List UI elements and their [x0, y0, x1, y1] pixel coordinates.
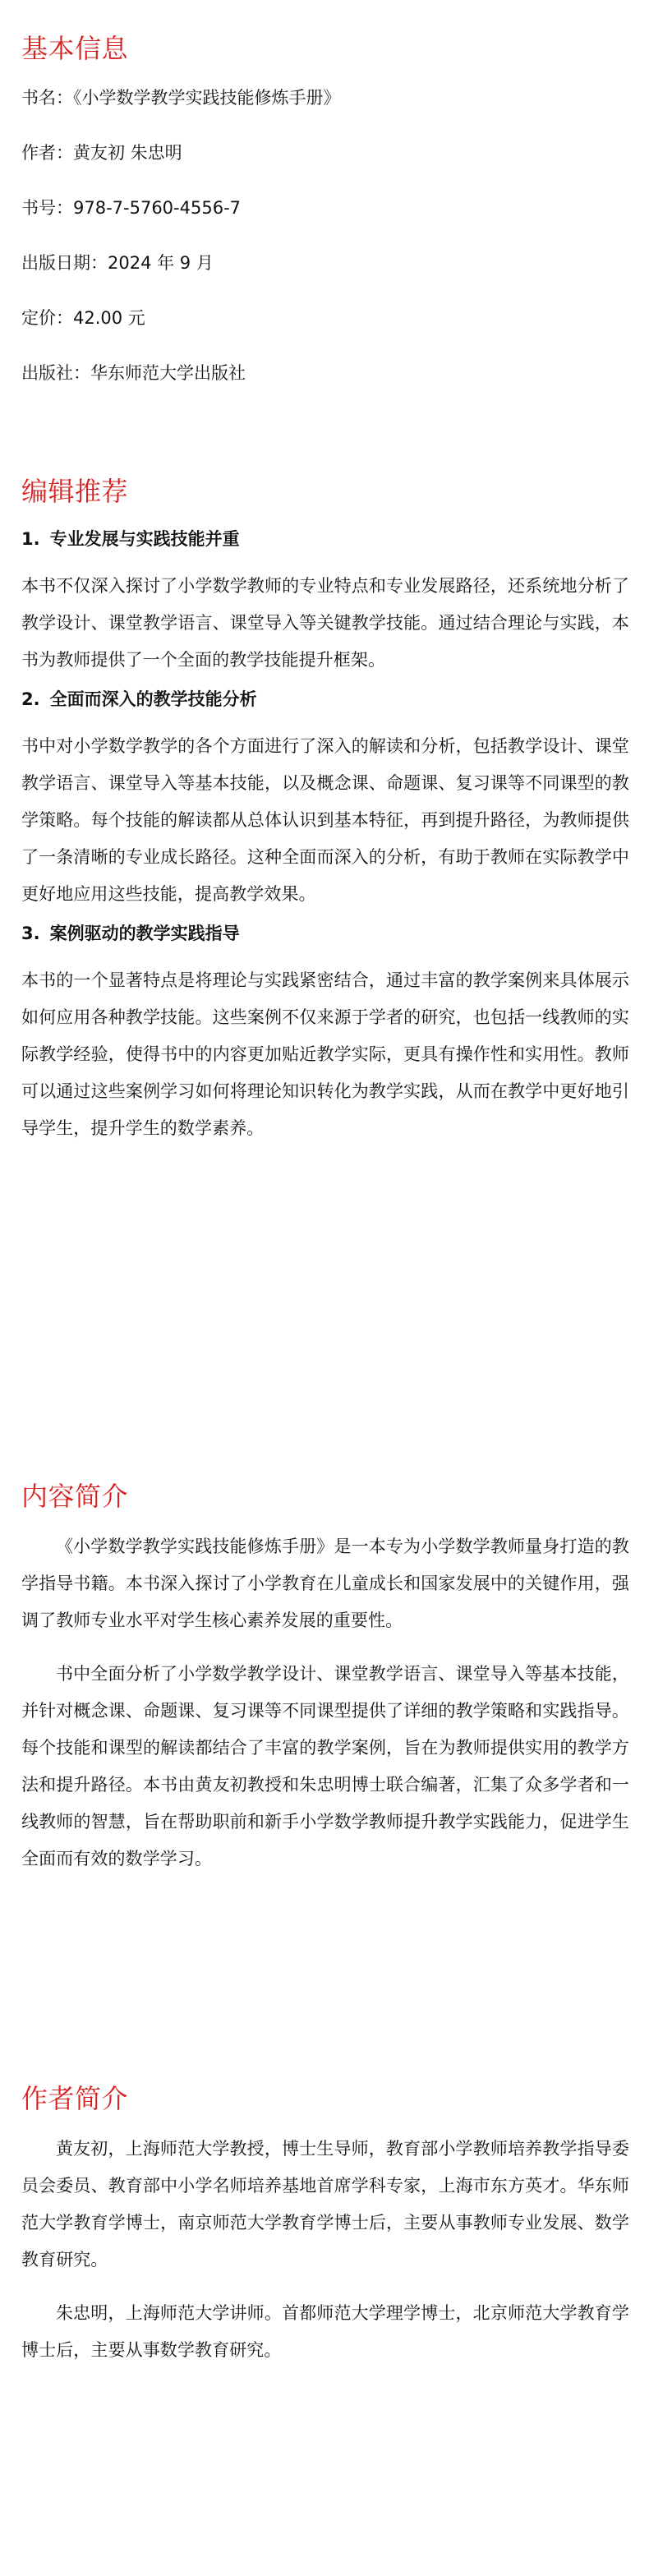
recommendation-text-3: 本书的一个显著特点是将理论与实践紧密结合，通过丰富的教学案例来具体展示如何应用各种教学技能。这些案例不仅来源于学者的研究，也包括一线教师的实际教学经验，使得书中的内容更加贴近教学实际，更具有操作性和实用性。教师可以通过这些案例学习如何将理论知识转化为教学实践，从而在教学中更好地引导学生，提升学生的数学素养。 [21, 970, 629, 1138]
isbn-line [21, 196, 629, 220]
author-intro-section [21, 2081, 629, 2369]
price-label: 定价： [21, 308, 73, 328]
publisher-value: 华东师范大学出版社 [90, 363, 246, 383]
recommendation-item-2 [21, 687, 629, 913]
recommendation-text-2: 书中对小学数学教学的各个方面进行了深入的解读和分析，包括教学设计、课堂教学语言、课堂导入等基本技能，以及概念课、命题课、复习课等不同课型的教学策略。每个技能的解读都从总体认识到基本特征，再到提升路径，为教师提供了一条清晰的专业成长路径。这种全面而深入的分析，有助于教师在实际教学中更好地应用这些技能，提高教学效果。 [21, 736, 629, 904]
recommendation-heading-text-2: 全面而深入的教学技能分析 [49, 689, 257, 709]
publisher-label: 出版社： [21, 363, 90, 383]
author-intro-paragraph-1: 黄友初，上海师范大学教授，博士生导师，教育部小学教师培养教学指导委员会委员、教育部中小学名师培养基地首席学科专家，上海市东方英才。华东师范大学教育学博士，南京师范大学教育学博士后，主要从事教师专业发展、数学教育研究。 [21, 2139, 629, 2270]
book-title-line [21, 85, 629, 110]
author-label: 作者： [21, 143, 73, 163]
recommendation-heading-text-1: 专业发展与实践技能并重 [49, 529, 240, 549]
publisher-line [21, 361, 629, 385]
recommendation-number-1: 1. [21, 529, 40, 549]
editor-recommendation-section [21, 474, 629, 1147]
publish-date-value: 2024 年 9 月 [108, 253, 214, 273]
author-intro-title: 作者简介 [21, 2083, 129, 2114]
price-line [21, 306, 629, 330]
isbn-value: 978-7-5760-4556-7 [73, 198, 242, 218]
publish-date-line [21, 251, 629, 275]
recommendation-heading-text-3: 案例驱动的教学实践指导 [49, 924, 240, 943]
publish-date-label: 出版日期： [21, 253, 108, 273]
book-title-label: 书名： [21, 88, 73, 108]
content-intro-section [21, 1479, 629, 1878]
price-value: 42.00 元 [73, 308, 145, 328]
recommendation-heading-2 [21, 687, 629, 712]
editor-recommendation-title: 编辑推荐 [21, 476, 129, 507]
recommendation-heading-3 [21, 921, 629, 947]
recommendation-text-1: 本书不仅深入探讨了小学数学教师的专业特点和专业发展路径，还系统地分析了教学设计、课堂教学语言、课堂导入等关键教学技能。通过结合理论与实践，本书为教师提供了一个全面的教学技能提升框架。 [21, 576, 629, 670]
content-intro-title: 内容简介 [21, 1481, 129, 1512]
content-intro-paragraph-2: 书中全面分析了小学数学教学设计、课堂教学语言、课堂导入等基本技能，并针对概念课、命题课、复习课等不同课型提供了详细的教学策略和实践指导。每个技能和课型的解读都结合了丰富的教学案例，旨在为教师提供实用的教学方法和提升路径。本书由黄友初教授和朱忠明博士联合编著，汇集了众多学者和一线教师的智慧，旨在帮助职前和新手小学数学教师提升教学实践能力，促进学生全面而有效的数学学习。 [21, 1664, 629, 1869]
recommendation-item-1 [21, 527, 629, 679]
book-title-value: 《小学数学教学实践技能修炼手册》 [73, 88, 341, 108]
basic-info-section [21, 31, 629, 416]
author-value: 黄友初 朱忠明 [73, 143, 182, 163]
basic-info-title: 基本信息 [21, 33, 129, 64]
recommendation-item-3 [21, 921, 629, 1147]
author-line [21, 141, 629, 165]
recommendation-number-3: 3. [21, 924, 40, 943]
recommendation-number-2: 2. [21, 689, 40, 709]
isbn-label: 书号： [21, 198, 73, 218]
content-intro-paragraph-1: 《小学数学教学实践技能修炼手册》是一本专为小学数学教师量身打造的教学指导书籍。本书深入探讨了小学教育在儿童成长和国家发展中的关键作用，强调了教师专业水平对学生核心素养发展的重要性。 [21, 1537, 629, 1630]
basic-info-list [21, 85, 629, 385]
author-intro-paragraph-2: 朱忠明，上海师范大学讲师。首都师范大学理学博士，北京师范大学教育学博士后，主要从事数学教育研究。 [21, 2303, 629, 2360]
recommendation-heading-1 [21, 527, 629, 552]
